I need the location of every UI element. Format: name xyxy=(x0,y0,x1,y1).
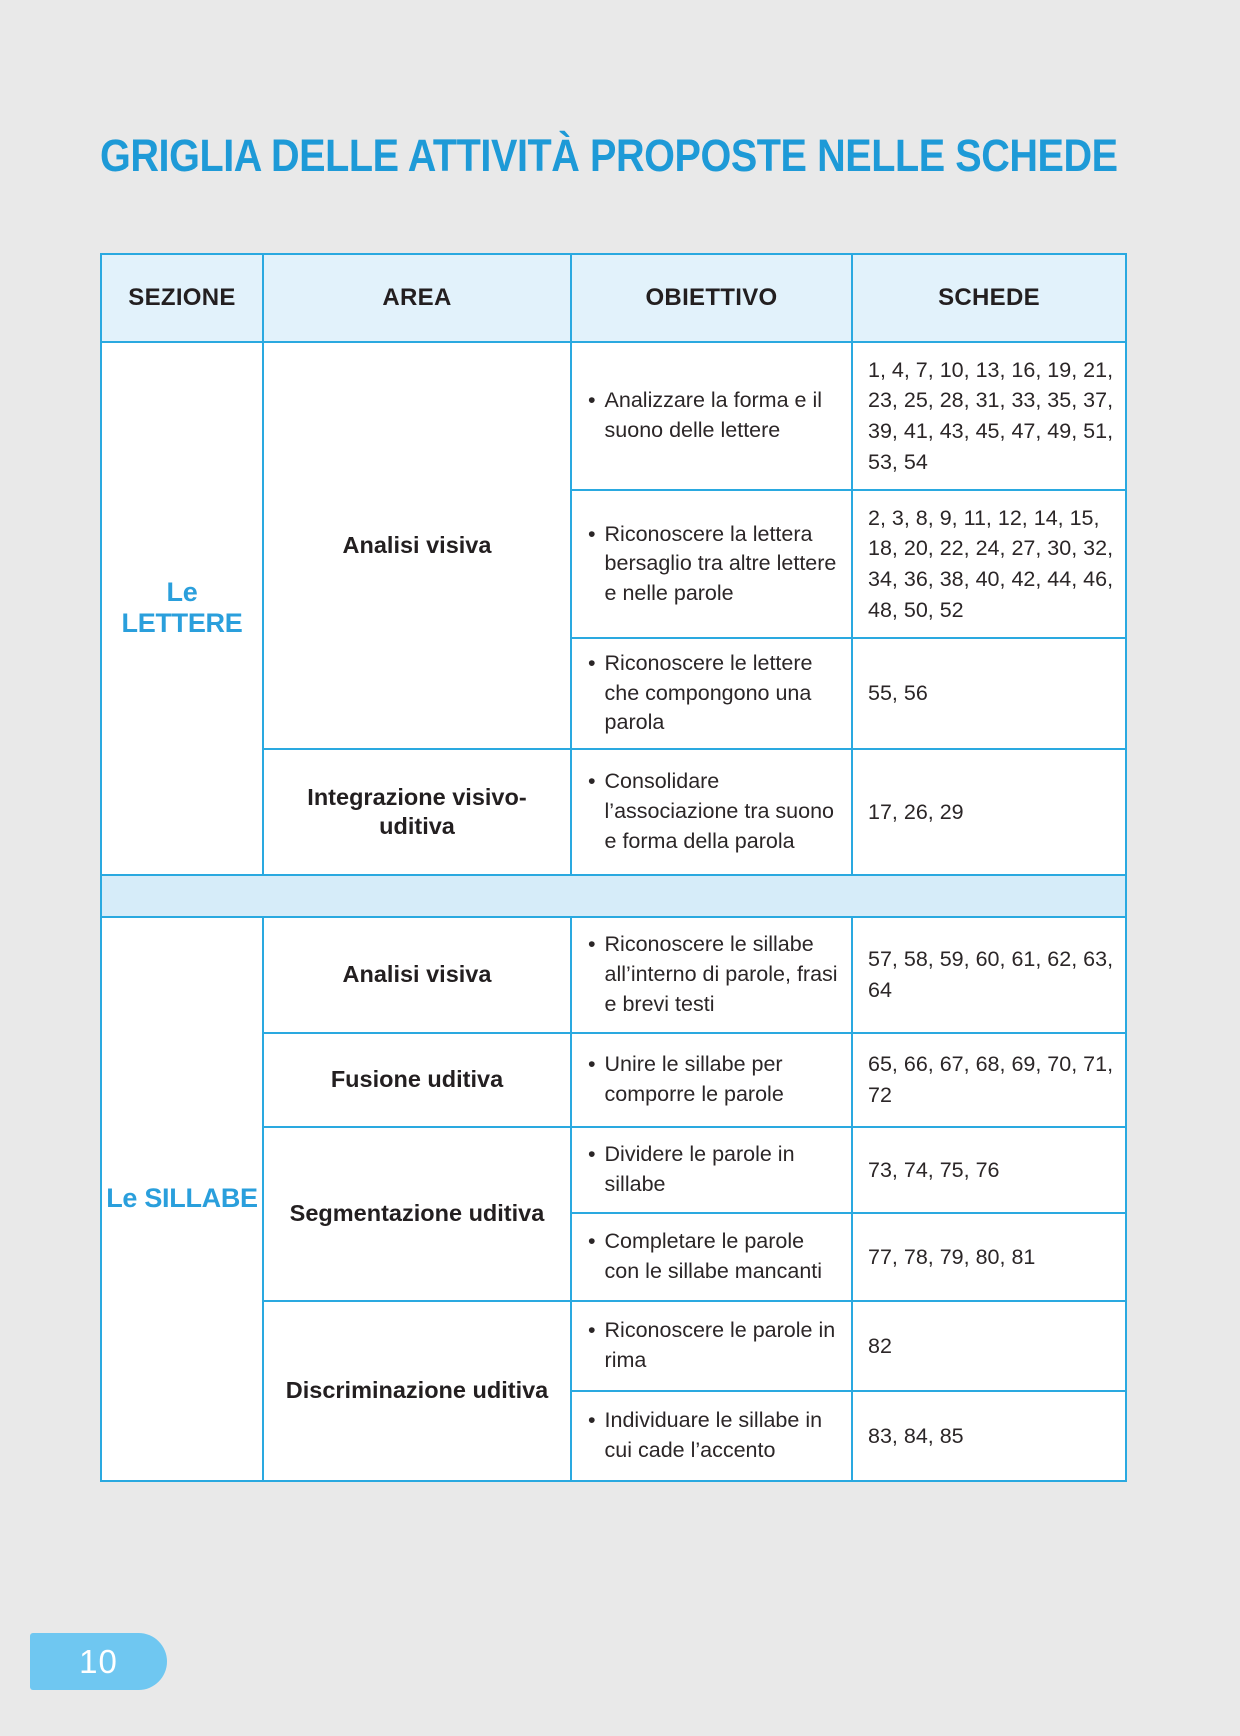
column-header-area: AREA xyxy=(263,254,571,342)
schede-cell: 57, 58, 59, 60, 61, 62, 63, 64 xyxy=(852,917,1126,1033)
separator-cell xyxy=(101,875,1126,917)
schede-cell: 1, 4, 7, 10, 13, 16, 19, 21, 23, 25, 28, 31, 33, 35, 37, 39, 41, 43, 45, 47, 49, 51, 53, 54 xyxy=(852,342,1126,490)
obiettivo-text: Analizzare la forma e il suono delle lettere xyxy=(604,388,823,442)
schede-cell: 65, 66, 67, 68, 69, 70, 71, 72 xyxy=(852,1033,1126,1127)
bullet-icon xyxy=(588,1316,596,1346)
section-separator-band xyxy=(101,875,1126,917)
area-cell: Integrazione visivo-uditiva xyxy=(263,749,571,875)
bullet-icon xyxy=(588,930,596,960)
obiettivo-text: Completare le parole con le sillabe mancanti xyxy=(604,1229,823,1283)
obiettivo-cell xyxy=(571,1391,852,1481)
column-header-schede: SCHEDE xyxy=(852,254,1126,342)
obiettivo-text: Dividere le parole in sillabe xyxy=(604,1142,795,1196)
schede-cell: 77, 78, 79, 80, 81 xyxy=(852,1213,1126,1301)
area-cell: Segmentazione uditiva xyxy=(263,1127,571,1301)
obiettivo-text: Riconoscere le lettere che compongono una parola xyxy=(604,651,813,735)
table-row xyxy=(101,342,1126,490)
activities-grid-table xyxy=(100,253,1127,1482)
obiettivo-cell xyxy=(571,342,852,490)
obiettivo-cell xyxy=(571,917,852,1033)
bullet-icon xyxy=(588,1140,596,1170)
area-cell: Analisi visiva xyxy=(263,917,571,1033)
obiettivo-text: Riconoscere la lettera bersaglio tra altre lettere e nelle parole xyxy=(604,521,837,605)
obiettivo-cell xyxy=(571,1213,852,1301)
obiettivo-text: Consolidare l’associazione tra suono e forma della parola xyxy=(604,769,834,853)
page-title: GRIGLIA DELLE ATTIVITÀ PROPOSTE NELLE SCHEDE xyxy=(100,130,1118,181)
bullet-icon xyxy=(588,1227,596,1257)
obiettivo-cell xyxy=(571,1127,852,1213)
schede-cell: 2, 3, 8, 9, 11, 12, 14, 15, 18, 20, 22, 24, 27, 30, 32, 34, 36, 38, 40, 42, 44, 46, 48, 50, 52 xyxy=(852,490,1126,638)
schede-cell: 82 xyxy=(852,1301,1126,1391)
table-row xyxy=(101,917,1126,1033)
schede-cell: 83, 84, 85 xyxy=(852,1391,1126,1481)
area-cell: Analisi visiva xyxy=(263,342,571,749)
table-header-row xyxy=(101,254,1126,342)
area-cell: Discriminazione uditiva xyxy=(263,1301,571,1481)
sezione-sillabe-cell: Le SILLABE xyxy=(101,917,263,1481)
obiettivo-cell xyxy=(571,1033,852,1127)
obiettivo-text: Riconoscere le sillabe all’interno di parole, frasi e brevi testi xyxy=(604,932,838,1016)
obiettivo-cell xyxy=(571,638,852,749)
schede-cell: 73, 74, 75, 76 xyxy=(852,1127,1126,1213)
obiettivo-text: Individuare le sillabe in cui cade l’accento xyxy=(604,1408,823,1462)
schede-cell: 55, 56 xyxy=(852,638,1126,749)
obiettivo-cell xyxy=(571,749,852,875)
page-number: 10 xyxy=(79,1642,118,1680)
bullet-icon xyxy=(588,1406,596,1436)
bullet-icon xyxy=(588,767,596,797)
bullet-icon xyxy=(588,520,596,550)
schede-cell: 17, 26, 29 xyxy=(852,749,1126,875)
sezione-lettere-cell: Le LETTERE xyxy=(101,342,263,875)
obiettivo-text: Unire le sillabe per comporre le parole xyxy=(604,1052,784,1106)
column-header-sezione: SEZIONE xyxy=(101,254,263,342)
obiettivo-cell xyxy=(571,490,852,638)
bullet-icon xyxy=(588,649,596,679)
column-header-obiettivo: OBIETTIVO xyxy=(571,254,852,342)
bullet-icon xyxy=(588,1050,596,1080)
area-cell: Fusione uditiva xyxy=(263,1033,571,1127)
obiettivo-cell xyxy=(571,1301,852,1391)
page-number-tab xyxy=(30,1633,167,1690)
bullet-icon xyxy=(588,386,596,416)
obiettivo-text: Riconoscere le parole in rima xyxy=(604,1318,836,1372)
